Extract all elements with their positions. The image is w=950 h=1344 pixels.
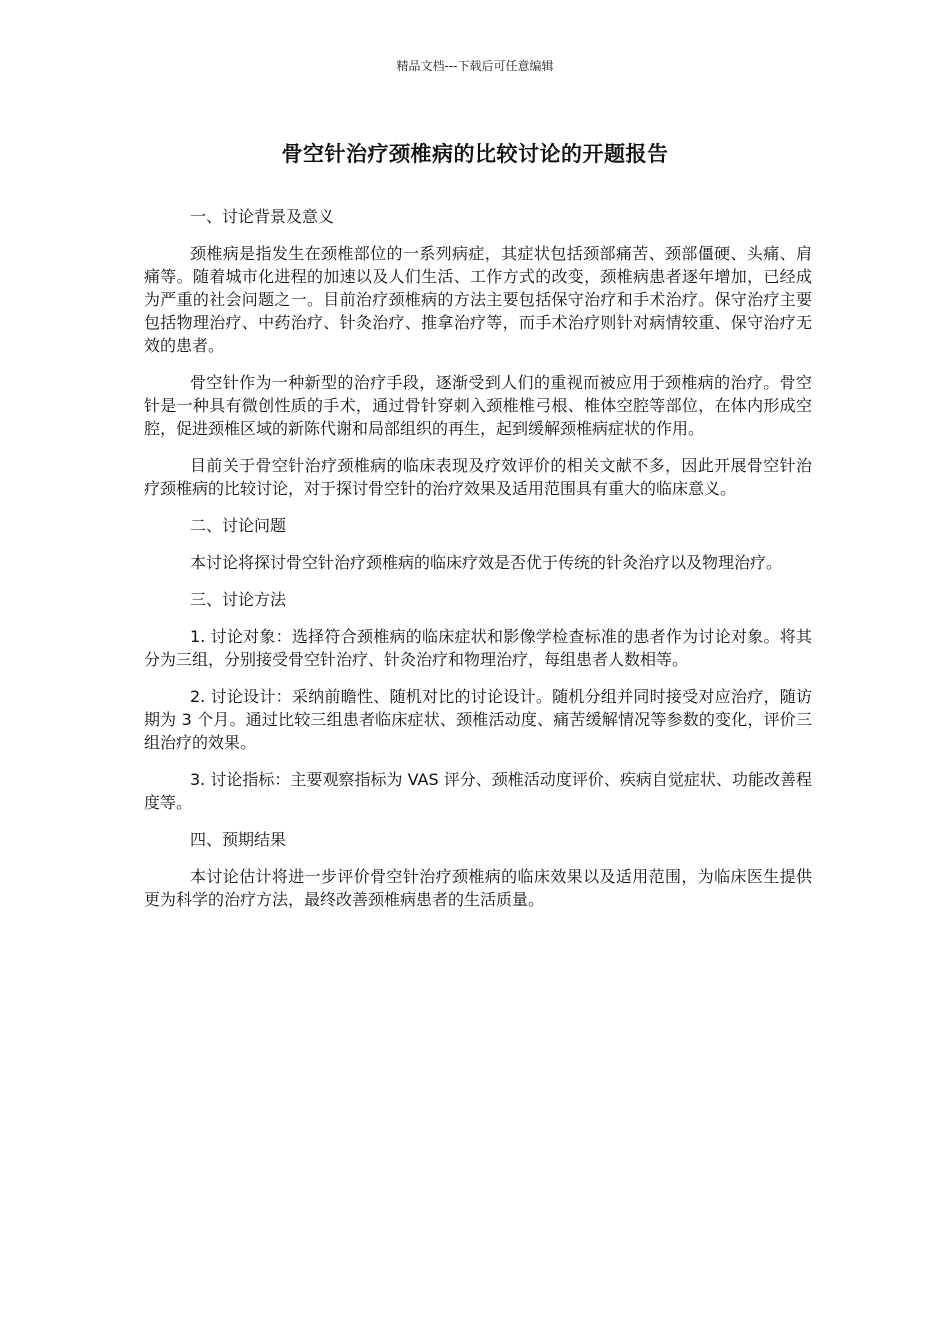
document-title: 骨空针治疗颈椎病的比较讨论的开题报告	[281, 142, 669, 166]
page-header: 精品文档---下载后可任意编辑	[396, 59, 554, 73]
section-background	[144, 205, 812, 500]
section-method	[144, 588, 812, 814]
paragraph: 3. 讨论指标：主要观察指标为 VAS 评分、颈椎活动度评价、疾病自觉症状、功能改善程度等。	[144, 770, 812, 812]
paragraph: 1. 讨论对象：选择符合颈椎病的临床症状和影像学检查标准的患者作为讨论对象。将其分为三组，分别接受骨空针治疗、针灸治疗和物理治疗，每组患者人数相等。	[144, 627, 812, 669]
section-question	[144, 514, 812, 574]
section-heading: 二、讨论问题	[190, 516, 287, 535]
paragraph: 颈椎病是指发生在颈椎部位的一系列病症，其症状包括颈部痛苦、颈部僵硬、头痛、肩痛等。随着城市化进程的加速以及人们生活、工作方式的改变，颈椎病患者逐年增加，已经成为严重的社会问题之一。目前治疗颈椎病的方法主要包括保守治疗和手术治疗。保守治疗主要包括物理治疗、中药治疗、针灸治疗、推拿治疗等，而手术治疗则针对病情较重、保守治疗无效的患者。	[144, 244, 812, 355]
section-heading: 一、讨论背景及意义	[190, 207, 335, 226]
section-expected-results	[144, 828, 812, 911]
section-heading: 三、讨论方法	[190, 590, 287, 609]
section-heading: 四、预期结果	[190, 830, 287, 849]
paragraph: 本讨论估计将进一步评价骨空针治疗颈椎病的临床效果以及适用范围，为临床医生提供更为科学的治疗方法，最终改善颈椎病患者的生活质量。	[144, 867, 812, 909]
paragraph: 骨空针作为一种新型的治疗手段，逐渐受到人们的重视而被应用于颈椎病的治疗。骨空针是一种具有微创性质的手术，通过骨针穿刺入颈椎椎弓根、椎体空腔等部位，在体内形成空腔，促进颈椎区域的新陈代谢和局部组织的再生，起到缓解颈椎病症状的作用。	[144, 373, 812, 438]
paragraph: 2. 讨论设计：采纳前瞻性、随机对比的讨论设计。随机分组并同时接受对应治疗，随访期为 3 个月。通过比较三组患者临床症状、颈椎活动度、痛苦缓解情况等参数的变化，评价三组治疗的效果。	[144, 687, 812, 752]
paragraph: 目前关于骨空针治疗颈椎病的临床表现及疗效评价的相关文献不多，因此开展骨空针治疗颈椎病的比较讨论，对于探讨骨空针的治疗效果及适用范围具有重大的临床意义。	[144, 456, 812, 498]
document-body	[144, 205, 812, 925]
paragraph: 本讨论将探讨骨空针治疗颈椎病的临床疗效是否优于传统的针灸治疗以及物理治疗。	[190, 553, 783, 572]
